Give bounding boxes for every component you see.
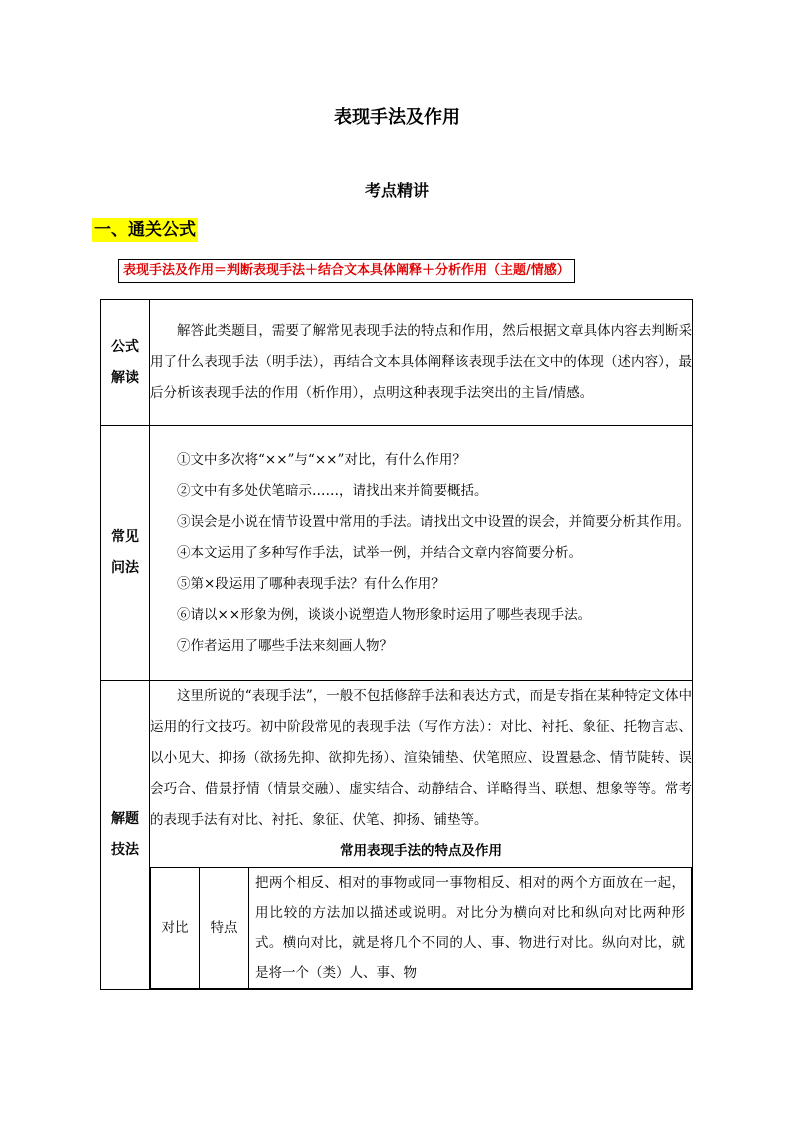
section-heading: 一、通关公式 xyxy=(94,220,196,240)
technique-name: 对比 xyxy=(151,868,200,989)
question-item: ⑥请以××形象为例，谈谈小说塑造人物形象时运用了哪些表现手法。 xyxy=(177,606,592,623)
question-item: ⑦作者运用了哪些手法来刻画人物？ xyxy=(177,637,393,654)
row-content xyxy=(150,426,693,681)
question-item: ②文中有多处伏笔暗示……，请找出来并简要概括。 xyxy=(177,482,488,499)
row-label-line: 问法 xyxy=(111,560,139,576)
table-row-common-questions xyxy=(101,426,693,681)
table-row xyxy=(151,868,692,989)
table-row-formula-reading xyxy=(101,300,693,426)
row-label-line: 公式 xyxy=(111,338,139,355)
row-label-line: 常见 xyxy=(111,529,139,545)
row-label-line: 技法 xyxy=(111,842,139,858)
row-content xyxy=(150,681,693,990)
row-content xyxy=(150,300,693,426)
table-row-solving-techniques xyxy=(101,681,693,990)
row-label-line: 解读 xyxy=(111,369,139,386)
question-item: ①文中多次将“××”与“××”对比，有什么作用？ xyxy=(177,451,466,468)
page-subtitle: 考点精讲 xyxy=(364,181,429,200)
technique-description: 把两个相反、相对的事物或同一事物相反、相对的两个方面放在一起，用比较的方法加以描述或说明。对比分为横向对比和纵向对比两种形式。横向对比，就是将几个不同的人、事、物进行对比。纵向对比，就是将一个（类）人、事、物 xyxy=(249,868,692,989)
question-item: ⑤第×段运用了哪种表现手法？有什么作用？ xyxy=(177,575,445,592)
row-label xyxy=(101,300,150,426)
technique-subtable xyxy=(150,867,692,989)
technique-aspect: 特点 xyxy=(200,868,249,989)
paragraph: 这里所说的“表现手法”，一般不包括修辞手法和表达方式，而是专指在某种特定文体中运用的行文技巧。初中阶段常见的表现手法（写作方法）：对比、衬托、象征、托物言志、以小见大、抑扬（欲扬先抑、欲抑先扬）、渲染铺垫、伏笔照应、设置悬念、情节陡转、误会巧合、借景抒情（情景交融）、虚实结合、动静结合、详略得当、联想、想象等等。常考的表现手法有对比、衬托、象征、伏笔、抑扬、铺垫等。 xyxy=(150,688,692,828)
row-label xyxy=(101,426,150,681)
question-item: ④本文运用了多种写作手法，试举一例，并结合文章内容简要分析。 xyxy=(177,544,582,561)
question-item: ③误会是小说在情节设置中常用的手法。请找出文中设置的误会，并简要分析其作用。 xyxy=(177,513,690,530)
paragraph: 解答此类题目，需要了解常见表现手法的特点和作用，然后根据文章具体内容去判断采用了什么表现手法（明手法），再结合文本具体阐释该表现手法在文中的体现（述内容），最后分析该表现手法的作用（析作用），点明这种表现手法突出的主旨/情感。 xyxy=(150,323,692,401)
main-table xyxy=(100,299,693,990)
row-label-line: 解题 xyxy=(111,811,139,827)
row-label xyxy=(101,681,150,990)
page-title: 表现手法及作用 xyxy=(334,107,460,128)
formula-box: 表现手法及作用＝判断表现手法＋结合文本具体阐释＋分析作用（主题/情感） xyxy=(118,259,575,283)
subtable-title: 常用表现手法的特点及作用 xyxy=(340,843,502,859)
